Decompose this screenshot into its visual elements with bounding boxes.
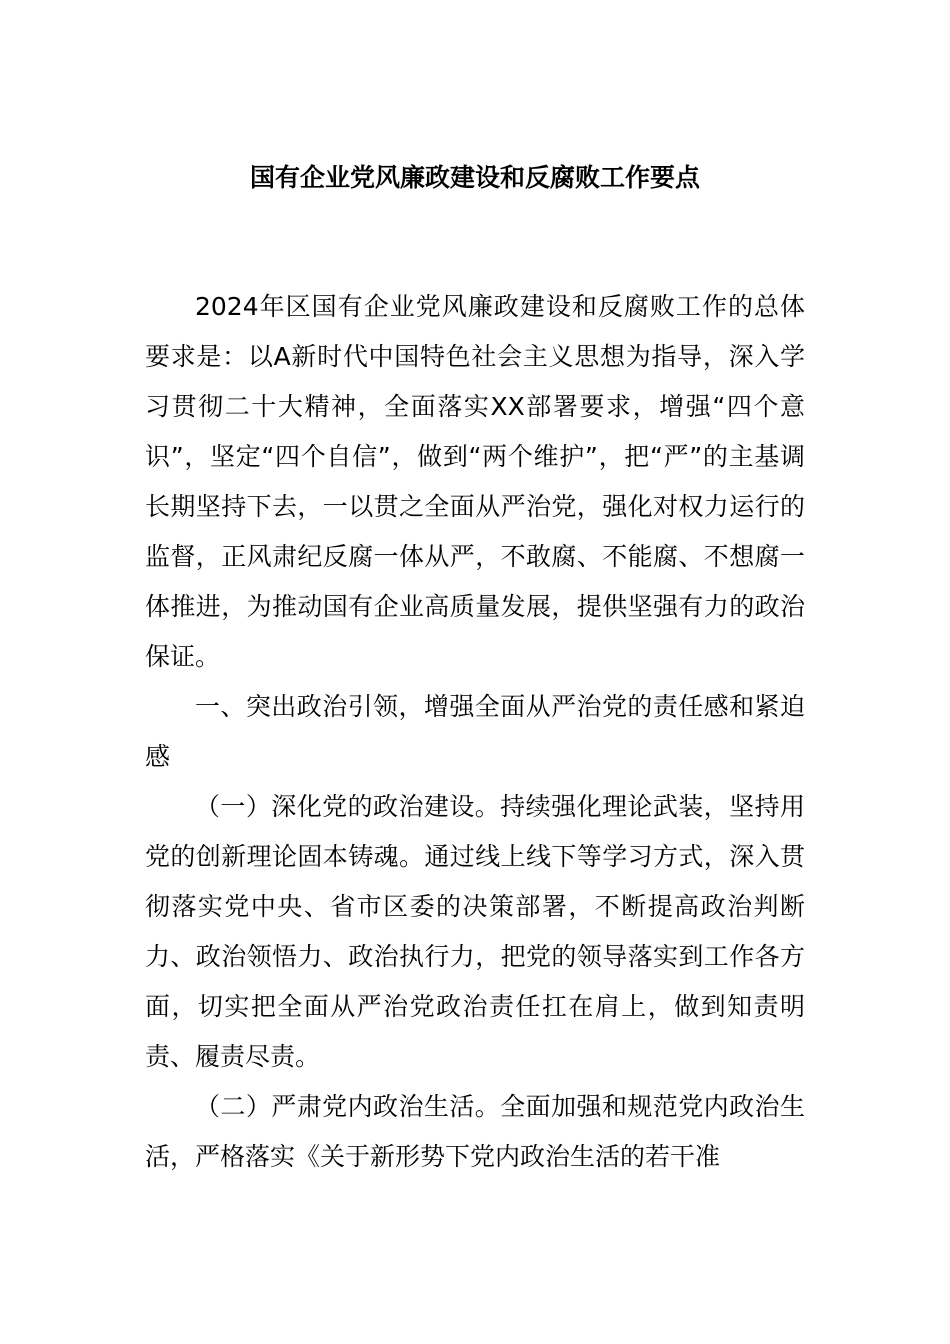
document-body bbox=[145, 282, 805, 1182]
paragraph-overall-requirements: 2024年区国有企业党风廉政建设和反腐败工作的总体要求是：以A新时代中国特色社会主义思想为指导，深入学习贯彻二十大精神，全面落实XX部署要求，增强“四个意识”，坚定“四个自信”，做到“两个维护”，把“严”的主基调长期坚持下去，一以贯之全面从严治党，强化对权力运行的监督，正风肃纪反腐一体从严，不敢腐、不能腐、不想腐一体推进，为推动国有企业高质量发展，提供坚强有力的政治保证。 bbox=[145, 292, 805, 671]
paragraph-section-one-heading: 一、突出政治引领，增强全面从严治党的责任感和紧迫感 bbox=[145, 692, 805, 771]
document-title: 国有企业党风廉政建设和反腐败工作要点 bbox=[249, 163, 700, 192]
paragraph-subsection-one: （一）深化党的政治建设。持续强化理论武装，坚持用党的创新理论固本铸魂。通过线上线下等学习方式，深入贯彻落实党中央、省市区委的决策部署，不断提高政治判断力、政治领悟力、政治执行力，把党的领导落实到工作各方面，切实把全面从严治党政治责任扛在肩上，做到知责明责、履责尽责。 bbox=[145, 792, 805, 1071]
paragraph-subsection-two: （二）严肃党内政治生活。全面加强和规范党内政治生活，严格落实《关于新形势下党内政治生活的若干准 bbox=[145, 1092, 805, 1171]
